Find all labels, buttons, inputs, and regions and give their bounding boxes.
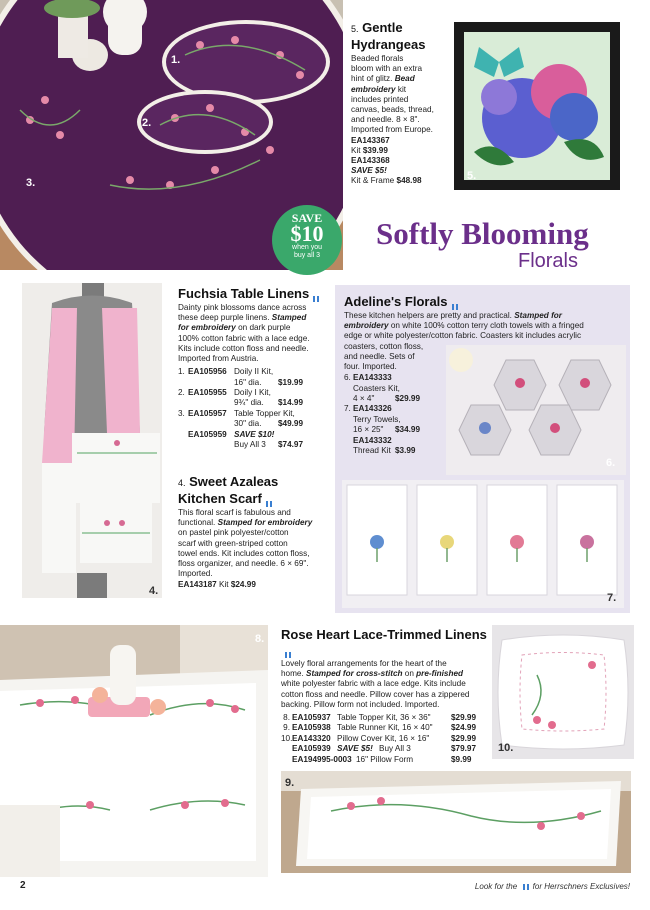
photo-number-7: 7. <box>607 592 617 604</box>
azaleas-desc-1: This floral scarf is fabulous and <box>178 508 291 517</box>
fuchsia-desc-1: Dainty pink blossoms dance across <box>178 303 307 312</box>
rose-desc-2b: on <box>404 669 414 679</box>
photo-number-8: 8. <box>255 633 265 645</box>
rose-form-price: $9.99 <box>451 754 472 764</box>
azaleas-desc-7: Imported. <box>178 569 213 579</box>
azaleas-block <box>178 474 333 591</box>
hydrangeas-desc-2: bloom with an extra <box>351 64 422 74</box>
azaleas-title-1: Sweet Azaleas <box>189 474 279 489</box>
fuchsia-desc-5: Kits include cotton floss and needle. <box>178 343 309 353</box>
hydrangeas-title-1: Gentle <box>362 20 403 35</box>
rose-item-price: $24.99 <box>451 723 477 733</box>
photo-number-2: 2. <box>142 117 152 129</box>
photo-number-5: 5. <box>467 170 477 182</box>
fuchsia-item-name: Doily I Kit, <box>234 388 271 398</box>
photo-number-1: 1. <box>171 54 181 66</box>
azaleas-desc-3: on pastel pink polyester/cotton <box>178 528 289 538</box>
fuchsia-item-price: $49.99 <box>278 419 304 429</box>
azaleas-desc-em: Stamped for embroidery <box>217 518 313 528</box>
table-runner-photo <box>281 771 631 873</box>
exclusive-logo-icon <box>522 883 530 891</box>
save-badge <box>272 205 342 275</box>
hydrangeas-title-2: Hydrangeas <box>351 37 426 52</box>
rose-form-sku: EA194995-0003 <box>292 754 352 764</box>
fuchsia-item-price: $14.99 <box>278 398 304 408</box>
rose-all-price: $79.97 <box>451 744 477 754</box>
fuchsia-title: Fuchsia Table Linens <box>178 286 310 301</box>
save-badge-label: SAVE <box>291 211 323 225</box>
hydrangeas-kit-price: $39.99 <box>362 145 388 155</box>
table-topper-photo <box>0 625 268 877</box>
rose-item-number: 10. <box>281 733 293 743</box>
fuchsia-desc-em-2: for embroidery <box>178 323 236 333</box>
hydrangeas-save: SAVE $5! <box>351 166 387 176</box>
adeline-desc-3: edge or white polyester/cotton fabric. Coasters kit includes acrylic <box>344 331 582 341</box>
fuchsia-desc-em-1: Stamped <box>271 313 307 323</box>
fuchsia-item <box>178 367 333 388</box>
photo-number-4: 4. <box>149 585 159 597</box>
rose-all-save: SAVE $5! <box>337 744 373 754</box>
adeline-item-name: Coasters Kit, <box>353 383 400 393</box>
fuchsia-item-size: 16" dia. <box>234 377 262 387</box>
hydrangeas-frame-price: $48.98 <box>396 176 422 186</box>
fuchsia-item-size: 30" dia. <box>234 419 262 429</box>
hydrangeas-desc-em-2: embroidery <box>351 84 396 94</box>
scarf-photo <box>22 283 162 598</box>
adeline-item-size: 4 × 4" <box>353 394 375 404</box>
page-number: 2 <box>20 880 26 891</box>
exclusive-logo-icon <box>284 647 292 655</box>
exclusive-logo-icon <box>312 291 320 299</box>
heading-line-1: Softly Blooming <box>376 216 589 251</box>
hydrangeas-number: 5. <box>351 24 359 34</box>
fuchsia-all-label: Buy All 3 <box>234 440 266 450</box>
adeline-item-price: $34.99 <box>395 425 421 435</box>
fuchsia-item-number: 3. <box>178 408 185 418</box>
rose-item-name: Table Topper Kit, 36 × 36" <box>337 713 431 723</box>
rose-item <box>281 734 489 744</box>
rose-block <box>281 627 489 765</box>
rose-item-sku: EA143320 <box>292 733 331 743</box>
adeline-desc-4: coasters, cotton floss, <box>344 341 424 351</box>
hydrangea-photo <box>454 22 620 190</box>
rose-desc-3: white polyester fabric with a lace edge. Kits include <box>281 679 466 689</box>
fuchsia-all-sku: EA105959 <box>188 429 227 439</box>
fuchsia-block <box>178 286 333 450</box>
fuchsia-item-name: Table Topper Kit, <box>234 408 295 418</box>
rose-item <box>281 713 489 723</box>
hydrangeas-desc-6: canvas, beads, thread, <box>351 105 434 115</box>
fuchsia-all-save: SAVE $10! <box>234 429 275 439</box>
hydrangeas-desc-8: Imported from Europe. <box>351 125 433 135</box>
adeline-item-number: 7. <box>344 404 351 414</box>
rose-item <box>281 723 489 733</box>
fuchsia-desc-4: 100% cotton fabric with a lace edge. <box>178 333 310 343</box>
fuchsia-item <box>178 409 333 430</box>
adeline-item-number: 6. <box>344 373 351 383</box>
azaleas-desc-5: towel ends. Kit includes cotton floss, <box>178 548 310 558</box>
photo-number-6: 6. <box>606 457 616 469</box>
adeline-desc-6: four. Imported. <box>344 362 397 372</box>
hydrangeas-sku-2: EA143368 <box>351 156 390 166</box>
rose-form-name: 16" Pillow Form <box>356 754 414 764</box>
fuchsia-item-sku: EA105956 <box>188 367 227 377</box>
rose-all-label: Buy All 3 <box>379 744 411 754</box>
azaleas-label: Kit <box>218 580 229 590</box>
fuchsia-item-size: 9¾" dia. <box>234 398 264 408</box>
adeline-desc-em-1: Stamped for <box>514 311 562 320</box>
adeline-item-price: $3.99 <box>395 446 416 456</box>
footer-note <box>475 882 630 891</box>
adeline-desc-em-2: embroidery <box>344 321 389 331</box>
rose-desc-2: home. <box>281 669 304 679</box>
fuchsia-item-number: 2. <box>178 388 185 398</box>
rose-item-name: Pillow Cover Kit, 16 × 16" <box>337 733 430 743</box>
hydrangeas-desc-5: includes printed <box>351 94 409 104</box>
adeline-item-name: Thread Kit <box>353 446 391 456</box>
fuchsia-item-price: $19.99 <box>278 377 304 387</box>
hydrangeas-desc-7: and needle. 8 × 8". <box>351 115 420 125</box>
adeline-item-name: Terry Towels, <box>353 414 401 424</box>
rose-item-number: 8. <box>283 713 290 723</box>
adeline-item-price: $29.99 <box>395 394 421 404</box>
fuchsia-desc-3: on dark purple <box>238 323 291 333</box>
adeline-desc-1: These kitchen helpers are pretty and practical. <box>344 311 512 320</box>
rose-desc-em-1: Stamped for cross-stitch <box>306 669 403 679</box>
towels-photo <box>342 480 624 608</box>
coasters-photo <box>446 345 626 475</box>
fuchsia-item-sku: EA105955 <box>188 388 227 398</box>
hydrangeas-desc-3: hint of glitz. <box>351 74 393 84</box>
photo-number-9: 9. <box>285 777 295 789</box>
rose-item-sku: EA105938 <box>292 723 331 733</box>
fuchsia-item-number: 1. <box>178 367 185 377</box>
rose-desc-1: Lovely floral arrangements for the heart of the <box>281 659 447 668</box>
adeline-item-sku: EA143326 <box>353 404 392 414</box>
heading-line-2: Florals <box>517 250 578 272</box>
rose-all-sku: EA105939 <box>292 744 331 754</box>
azaleas-desc-6: floss organizer, and needle. 6 × 69". <box>178 559 309 569</box>
exclusive-logo-icon <box>451 299 459 307</box>
photo-number-10: 10. <box>498 742 514 754</box>
hydrangeas-desc-em-1: Bead <box>394 74 415 84</box>
azaleas-desc-4: scarf with green-striped cotton <box>178 538 288 548</box>
footer-pre: Look for the <box>474 882 518 891</box>
hydrangeas-desc-4: kit <box>397 84 407 94</box>
save-badge-amount: $10 <box>290 221 324 246</box>
rose-item-name: Table Runner Kit, 16 × 40" <box>337 723 433 733</box>
fuchsia-desc-2: these deep purple linens. <box>178 313 270 323</box>
fuchsia-desc-6: Imported from Austria. <box>178 354 259 364</box>
adeline-desc-2: on white 100% cotton terry cloth towels with a fringed <box>390 321 584 331</box>
footer-post: for Herrschners Exclusives! <box>532 882 630 891</box>
azaleas-desc-2: functional. <box>178 518 216 528</box>
fuchsia-item-sku: EA105957 <box>188 408 227 418</box>
adeline-title: Adeline's Florals <box>344 294 448 309</box>
photo-number-3: 3. <box>26 177 36 189</box>
azaleas-price: $24.99 <box>230 580 256 590</box>
save-badge-sub2: buy all 3 <box>293 252 321 259</box>
adeline-desc-5: and needle. Sets of <box>344 351 415 361</box>
rose-item-price: $29.99 <box>451 733 477 743</box>
hydrangeas-frame-label: Kit & Frame <box>351 176 395 186</box>
rose-desc-em-2: pre-finished <box>416 669 464 679</box>
hydrangeas-kit-label: Kit <box>351 145 361 155</box>
rose-item-price: $29.99 <box>451 713 477 723</box>
hydrangeas-desc-1: Beaded florals <box>351 54 404 63</box>
rose-title: Rose Heart Lace-Trimmed Linens <box>281 627 487 642</box>
rose-desc-5: backing. Pillow form not included. Imported. <box>281 699 440 709</box>
exclusive-logo-icon <box>265 496 273 504</box>
rose-desc-4: cotton floss and needle. Pillow cover has a zippered <box>281 689 470 699</box>
fuchsia-item-name: Doily II Kit, <box>234 367 274 377</box>
adeline-item-sku: EA143332 <box>353 435 392 445</box>
hydrangeas-sku-1: EA143367 <box>351 135 390 145</box>
azaleas-number: 4. <box>178 478 186 488</box>
adeline-item-size: 16 × 25" <box>353 425 384 435</box>
save-badge-sub1: when you <box>292 244 322 251</box>
hydrangeas-block <box>351 20 451 187</box>
azaleas-title-2: Kitchen Scarf <box>178 491 262 506</box>
fuchsia-item <box>178 388 333 409</box>
adeline-item-sku: EA143333 <box>353 373 392 383</box>
fuchsia-all-price: $74.97 <box>278 440 304 450</box>
azaleas-sku: EA143187 <box>178 580 217 590</box>
rose-item-number: 9. <box>283 723 290 733</box>
rose-item-sku: EA105937 <box>292 713 331 723</box>
section-heading <box>376 218 616 272</box>
pillow-photo <box>492 625 634 759</box>
